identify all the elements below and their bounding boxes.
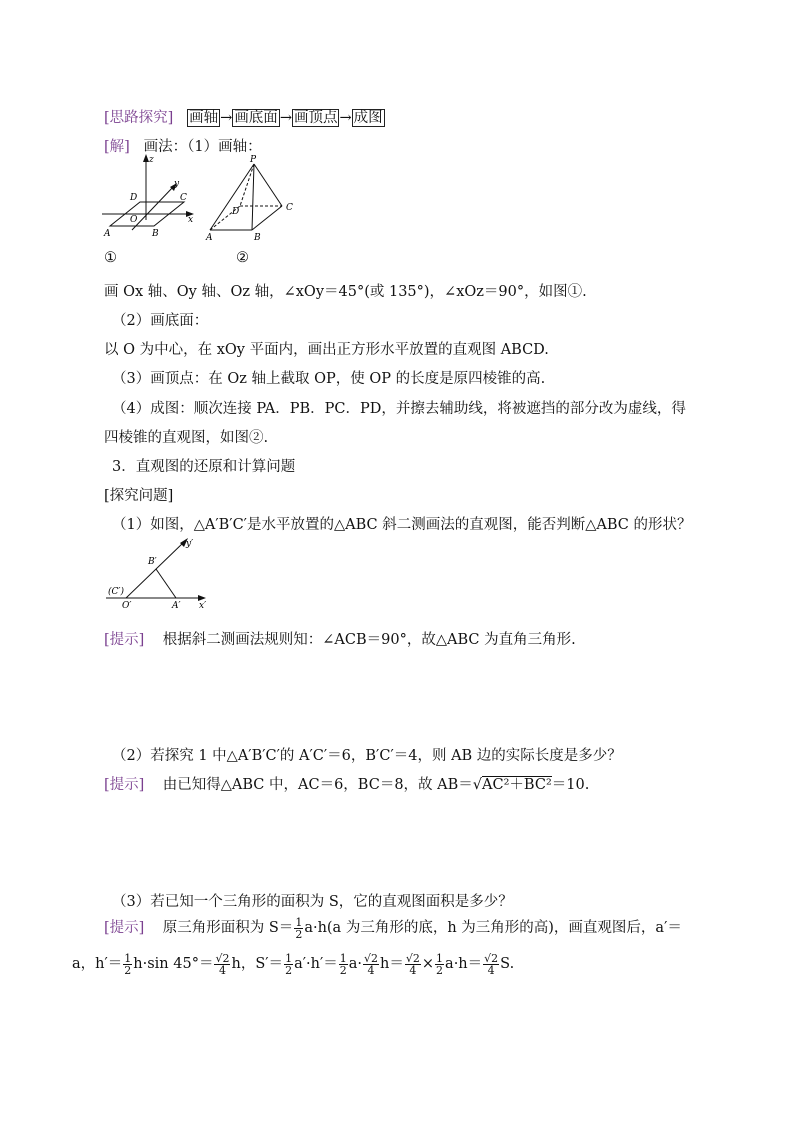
- fig1-label-z: z: [149, 155, 154, 165]
- answer-3-line1-post: a·h(a 为三角形的底，h 为三角形的高)，画直观图后，a′＝: [304, 920, 682, 936]
- flow-step-2: 画底面: [234, 110, 278, 126]
- sqrt-radicand: AC²＋BC²: [482, 777, 552, 793]
- fig1-label-B: B: [152, 229, 159, 239]
- hint-label: [提示]: [104, 920, 145, 936]
- fig2-label-C: C: [286, 203, 293, 213]
- fraction-half: $\frac{1}{2}$: [124, 951, 132, 977]
- fraction-half: $\frac{1}{2}$: [295, 915, 303, 941]
- answer-2-pre: 由已知得△ABC 中，AC＝6，BC＝8，故 AB＝: [162, 777, 473, 793]
- thinking-path: [104, 106, 385, 127]
- fig3-label-A: A′: [172, 601, 181, 611]
- step-2-title: （2）画底面：: [112, 313, 209, 329]
- answer-3-pre: 原三角形面积为 S＝: [162, 920, 294, 936]
- hint-label: [提示]: [104, 632, 145, 648]
- fig1-label-C: C: [180, 193, 187, 203]
- hint-2: [104, 773, 589, 794]
- sqrt-sign: √: [472, 777, 483, 793]
- figure-axes: [100, 152, 200, 242]
- flow-step-1: 画轴: [189, 110, 219, 126]
- answer-2-post: ＝10.: [551, 777, 590, 793]
- step-3: （3）画顶点：在 Oz 轴上截取 OP，使 OP 的长度是原四棱锥的高.: [112, 371, 546, 387]
- fraction-root2-4: $\frac{√2}{4}$: [215, 951, 230, 977]
- flow-arrow: →: [279, 110, 292, 126]
- flow-step-3: 画顶点: [293, 110, 338, 126]
- explore-label: [探究问题]: [104, 488, 174, 504]
- fig1-label-O: O: [130, 215, 138, 225]
- fig2-label-P: P: [250, 155, 257, 165]
- fig1-label-y: y: [174, 179, 180, 189]
- fig2-label-A: A: [206, 233, 213, 242]
- question-1: （1）如图，△A′B′C′是水平放置的△ABC 斜二测画法的直观图，能否判断△ABC 的形状？: [112, 517, 692, 533]
- fraction-half: $\frac{1}{2}$: [436, 951, 444, 977]
- method-text: 画法：（1）画轴：: [143, 139, 262, 155]
- step-4-line1: （4）成图：顺次连接 PA．PB．PC．PD，并擦去辅助线，将被遮挡的部分改为虚线，得: [112, 401, 686, 417]
- flow-step-4: 成图: [353, 110, 383, 126]
- fig3-label-O: O′: [122, 601, 132, 611]
- fig2-label-B: B: [254, 233, 261, 242]
- figure-pyramid: [202, 152, 302, 242]
- step-4-line2: 四棱锥的直观图，如图②.: [104, 430, 269, 446]
- hint-3-line2: a，h′＝ $\frac{1}{2}$ h·sin 45°＝ $\frac{√2}{4}$ h，S′＝ $\frac{1}{2}$ a′·h′＝ $\frac{1}{2}$ a· $\frac{√2}{4}$ h＝ $\frac{√2}{4}$ × $\frac{1}{2}$ a·h＝ $\frac{√2}{4}$ S.: [72, 951, 515, 977]
- fraction-half: $\frac{1}{2}$: [285, 951, 293, 977]
- solution-label: [解]: [104, 139, 130, 155]
- fig1-label-D: D: [130, 193, 138, 203]
- step-1: 画 Ox 轴、Oy 轴、Oz 轴，∠xOy＝45°(或 135°)，∠xOz＝90°，如图①.: [104, 284, 587, 300]
- fraction-root2-4: $\frac{√2}{4}$: [405, 951, 420, 977]
- flow-arrow: →: [339, 110, 352, 126]
- fraction-root2-4: $\frac{√2}{4}$: [364, 951, 379, 977]
- fig1-label-x: x: [188, 215, 194, 225]
- fig2-label-D: D: [232, 207, 240, 217]
- fig1-caption: ①: [104, 250, 117, 266]
- figure-triangle: [104, 534, 214, 614]
- step-2: 以 O 为中心，在 xOy 平面内，画出正方形水平放置的直观图 ABCD.: [104, 342, 549, 358]
- hint-1: [104, 628, 576, 649]
- fig2-caption: ②: [236, 250, 249, 266]
- question-3: （3）若已知一个三角形的面积为 S，它的直观图面积是多少？: [112, 894, 513, 910]
- section-heading: 3．直观图的还原和计算问题: [112, 459, 296, 475]
- question-2: （2）若探究 1 中△A′B′C′的 A′C′＝6，B′C′＝4，则 AB 边的实际长度是多少？: [112, 748, 622, 764]
- fraction-half: $\frac{1}{2}$: [339, 951, 347, 977]
- fig3-label-C: (C′): [108, 587, 124, 597]
- hint-label: [提示]: [104, 777, 145, 793]
- fraction-root2-4: $\frac{√2}{4}$: [484, 951, 499, 977]
- flow-arrow: →: [220, 110, 233, 126]
- answer-1: 根据斜二测画法规则知：∠ACB＝90°，故△ABC 为直角三角形.: [162, 632, 576, 648]
- hint-3-line1: [104, 916, 682, 940]
- fig1-label-A: A: [104, 229, 111, 239]
- fig3-label-y: y′: [186, 539, 194, 549]
- fig3-label-x: x′: [199, 601, 207, 611]
- thinking-label: [思路探究]: [104, 110, 174, 126]
- fig3-label-B: B′: [148, 557, 157, 567]
